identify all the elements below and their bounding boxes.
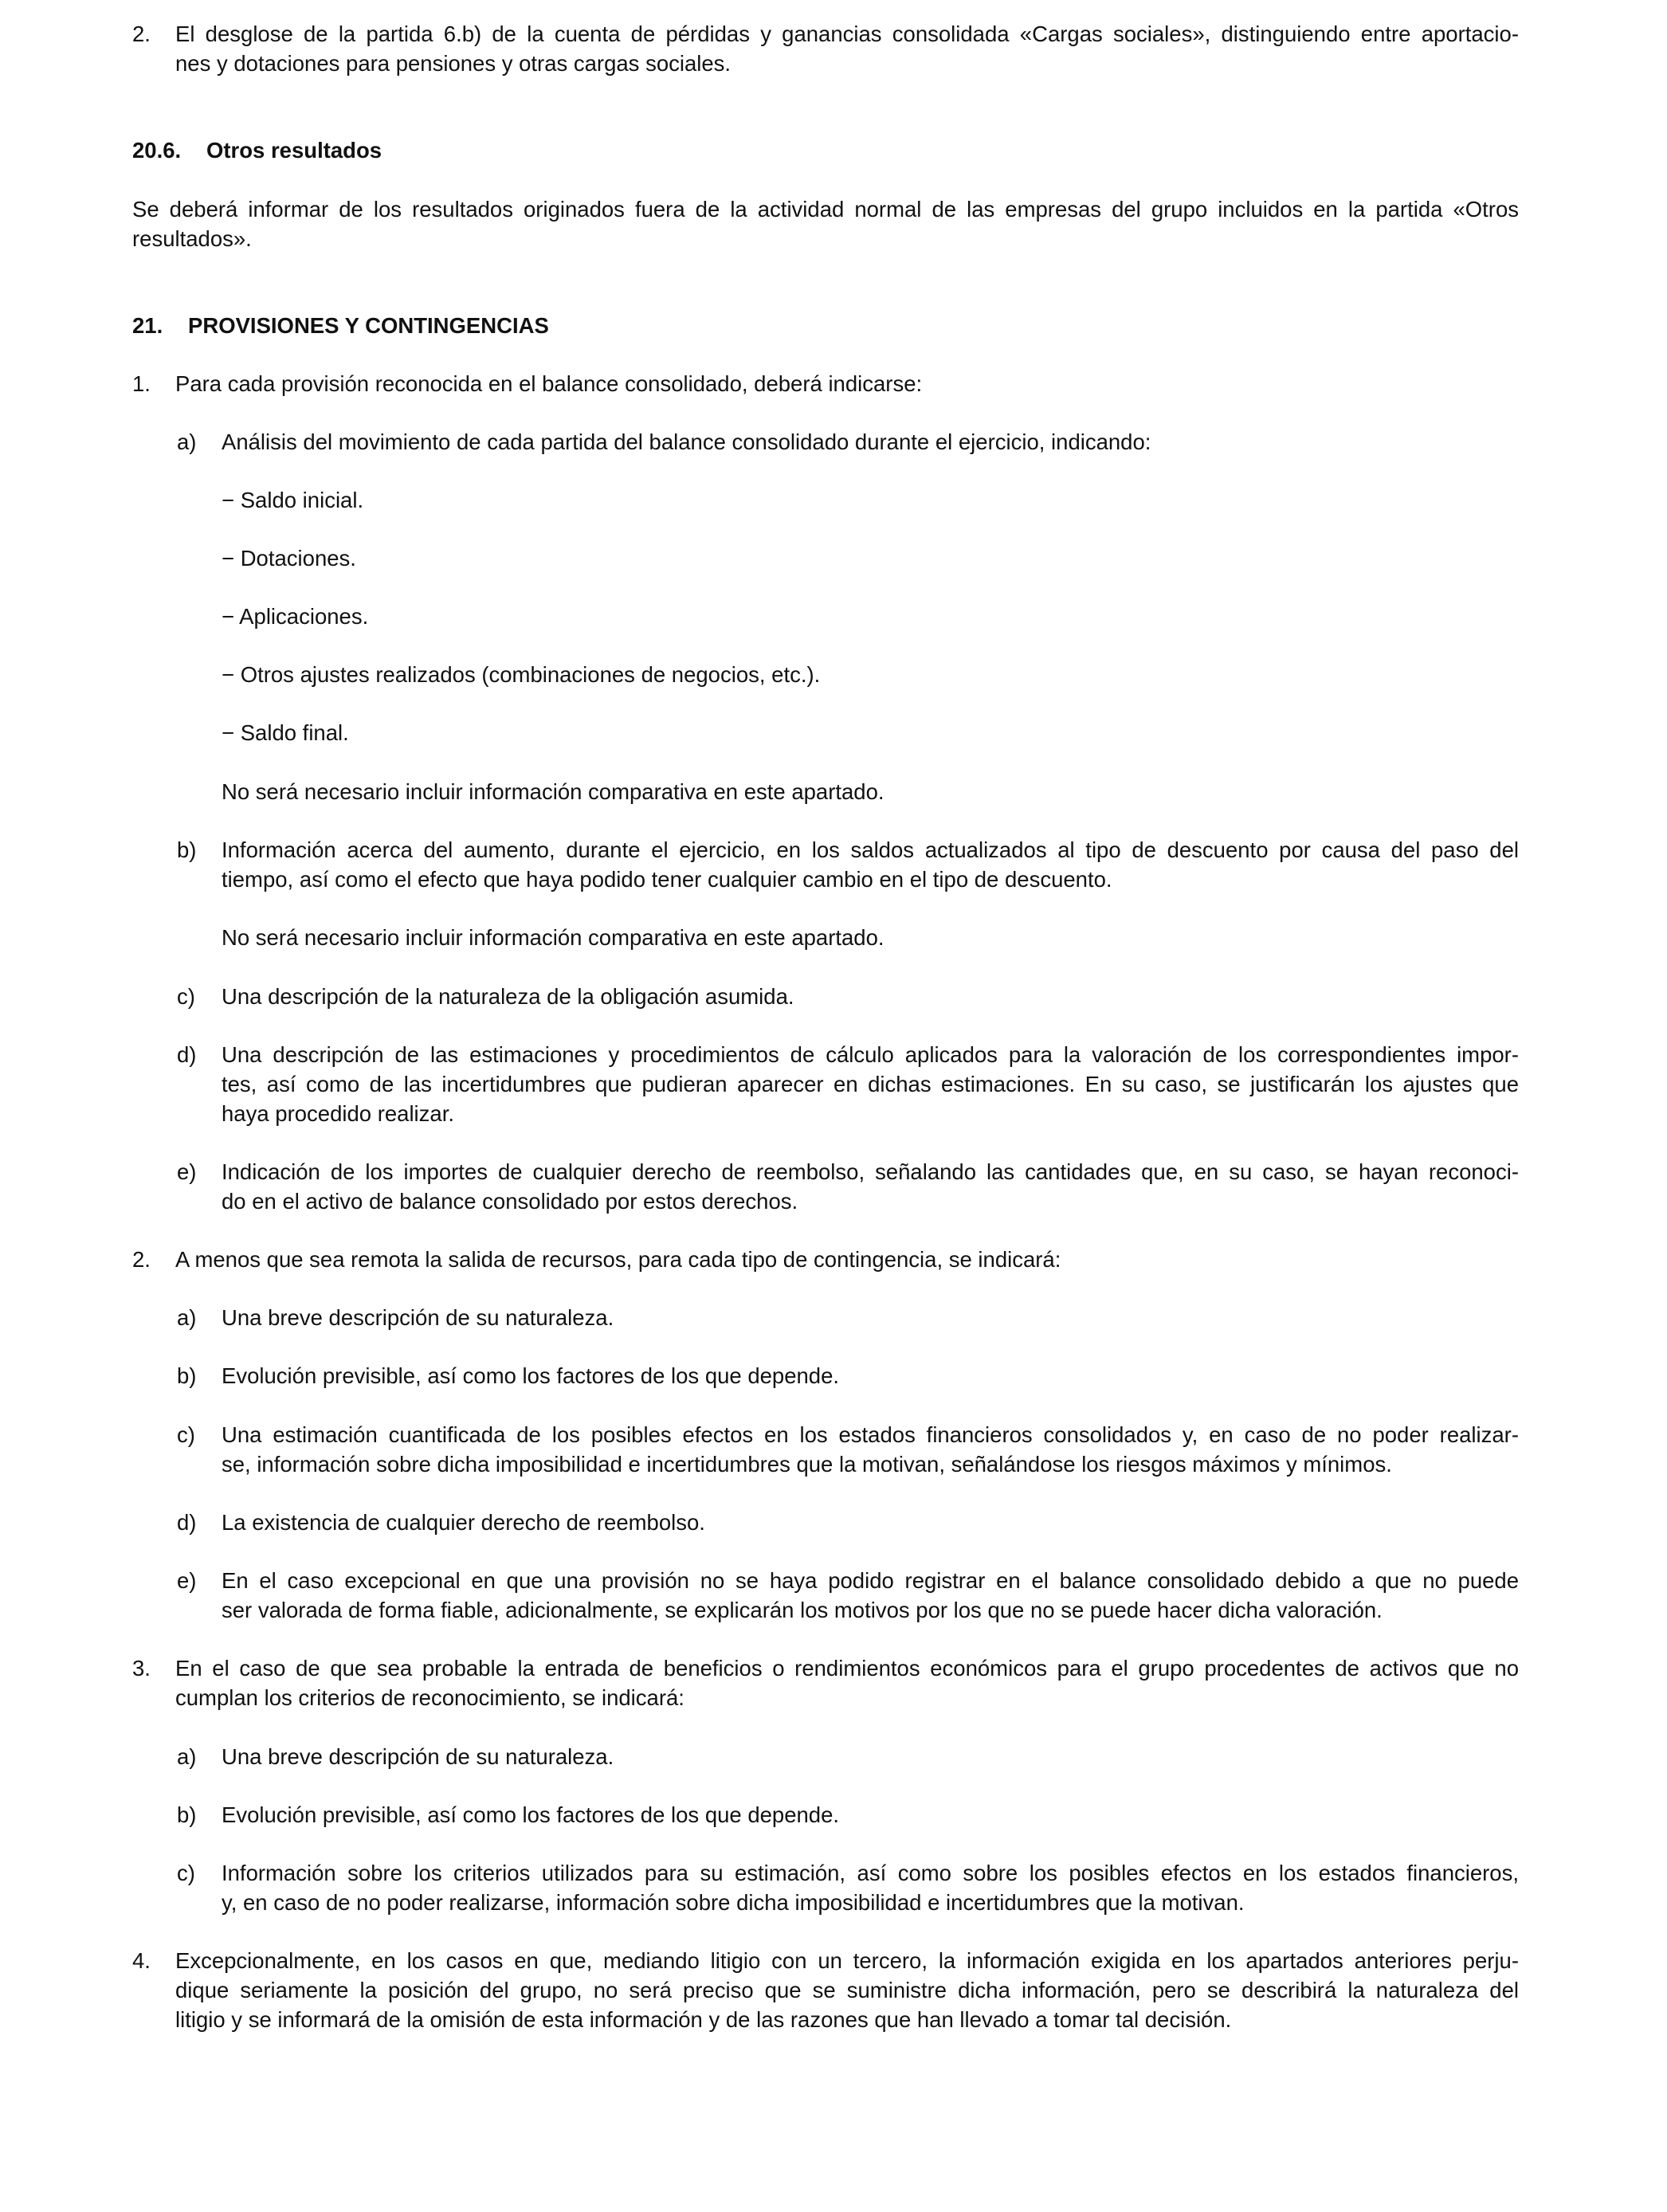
item-number: 4. bbox=[132, 1948, 151, 1973]
section-number: 20.6. bbox=[132, 138, 182, 163]
section-title: Otros resultados bbox=[206, 138, 382, 163]
subitem-letter: c) bbox=[177, 1861, 195, 1885]
subitem-letter: d) bbox=[177, 1510, 197, 1535]
section-number: 21. bbox=[132, 313, 163, 338]
dash-item: − Otros ajustes realizados (combinaciones de negocios, etc.). bbox=[222, 662, 821, 687]
subitem-text: Análisis del movimiento de cada partida del balance consolidado durante el ejercicio, indicando: bbox=[222, 429, 1151, 454]
item-number: 2. bbox=[132, 1247, 151, 1272]
subitem-line: En el caso excepcional en que una provisión no se haya podido registrar en el balance consolidado debido a que no puede bbox=[222, 1568, 1519, 1593]
subitem-line: Indicación de los importes de cualquier derecho de reembolso, señalando las cantidades que, en su caso, se hayan reconoci- bbox=[222, 1159, 1519, 1184]
subitem-text: Una descripción de la naturaleza de la obligación asumida. bbox=[222, 984, 794, 1009]
subitem-letter: b) bbox=[177, 1802, 197, 1827]
subitem-line: haya procedido realizar. bbox=[222, 1101, 454, 1126]
note-text: No será necesario incluir información comparativa en este apartado. bbox=[222, 779, 884, 804]
subitem-line: se, información sobre dicha imposibilidad e incertidumbres que la motivan, señalándose los riesgos máximos y mínimos. bbox=[222, 1452, 1392, 1477]
subitem-letter: b) bbox=[177, 837, 197, 862]
subitem-line: Información acerca del aumento, durante el ejercicio, en los saldos actualizados al tipo de descuento por causa del paso del bbox=[222, 837, 1519, 862]
subitem-letter: c) bbox=[177, 984, 195, 1009]
subitem-line: Una estimación cuantificada de los posibles efectos en los estados financieros consolidados y, en caso de no poder realizar- bbox=[222, 1422, 1519, 1447]
paragraph-line: resultados». bbox=[132, 226, 252, 251]
item-line: dique seriamente la posición del grupo, no será preciso que se suministre dicha información, pero se describirá la naturaleza del bbox=[175, 1978, 1519, 2002]
paragraph-line: Se deberá informar de los resultados originados fuera de la actividad normal de las empresas del grupo incluidos en la partida «Otros bbox=[132, 197, 1519, 222]
item-number: 3. bbox=[132, 1656, 151, 1681]
dash-item: − Saldo final. bbox=[222, 720, 349, 745]
subitem-letter: d) bbox=[177, 1042, 197, 1067]
subitem-line: tes, así como de las incertidumbres que pudieran aparecer en dichas estimaciones. En su caso, se justificarán los ajustes que bbox=[222, 1072, 1519, 1096]
item-number: 1. bbox=[132, 371, 151, 396]
item-line: litigio y se informará de la omisión de esta información y de las razones que han llevado a tomar tal decisión. bbox=[175, 2007, 1232, 2032]
item-line: cumplan los criterios de reconocimiento, se indicará: bbox=[175, 1685, 684, 1710]
item-text: Para cada provisión reconocida en el balance consolidado, deberá indicarse: bbox=[175, 371, 923, 396]
note-text: No será necesario incluir información comparativa en este apartado. bbox=[222, 925, 884, 950]
subitem-text: Una breve descripción de su naturaleza. bbox=[222, 1305, 614, 1330]
subitem-text: La existencia de cualquier derecho de reembolso. bbox=[222, 1510, 705, 1535]
subitem-line: do en el activo de balance consolidado por estos derechos. bbox=[222, 1189, 798, 1214]
subitem-text: Una breve descripción de su naturaleza. bbox=[222, 1744, 614, 1769]
subitem-letter: b) bbox=[177, 1363, 197, 1388]
dash-item: − Saldo inicial. bbox=[222, 488, 364, 512]
paragraph-line: nes y dotaciones para pensiones y otras cargas sociales. bbox=[175, 51, 732, 76]
subitem-line: tiempo, así como el efecto que haya podido tener cualquier cambio en el tipo de descuento. bbox=[222, 867, 1112, 892]
subitem-letter: e) bbox=[177, 1568, 197, 1593]
subitem-letter: a) bbox=[177, 429, 197, 454]
subitem-line: ser valorada de forma fiable, adicionalmente, se explicarán los motivos por los que no se puede hacer dicha valoración. bbox=[222, 1598, 1383, 1622]
item-number: 2. bbox=[132, 22, 151, 46]
subitem-text: Evolución previsible, así como los factores de los que depende. bbox=[222, 1802, 840, 1827]
subitem-line: Una descripción de las estimaciones y procedimientos de cálculo aplicados para la valoración de los correspondientes impor- bbox=[222, 1042, 1519, 1067]
subitem-letter: e) bbox=[177, 1159, 197, 1184]
section-title: PROVISIONES Y CONTINGENCIAS bbox=[188, 313, 549, 338]
dash-item: − Dotaciones. bbox=[222, 546, 356, 571]
dash-item: − Aplicaciones. bbox=[222, 604, 369, 629]
subitem-letter: a) bbox=[177, 1305, 197, 1330]
subitem-line: Información sobre los criterios utilizados para su estimación, así como sobre los posibles efectos en los estados financieros, bbox=[222, 1861, 1519, 1885]
subitem-letter: a) bbox=[177, 1744, 197, 1769]
item-line: Excepcionalmente, en los casos en que, mediando litigio con un tercero, la información exigida en los apartados anteriores perju- bbox=[175, 1948, 1519, 1973]
paragraph-line: El desglose de la partida 6.b) de la cuenta de pérdidas y ganancias consolidada «Cargas sociales», distinguiendo entre aportacio- bbox=[175, 22, 1519, 46]
item-text: A menos que sea remota la salida de recursos, para cada tipo de contingencia, se indicará: bbox=[175, 1247, 1061, 1272]
subitem-text: Evolución previsible, así como los factores de los que depende. bbox=[222, 1363, 840, 1388]
subitem-letter: c) bbox=[177, 1422, 195, 1447]
subitem-line: y, en caso de no poder realizarse, información sobre dicha imposibilidad e incertidumbres que la motivan. bbox=[222, 1890, 1245, 1915]
item-line: En el caso de que sea probable la entrada de beneficios o rendimientos económicos para el grupo procedentes de activos que no bbox=[175, 1656, 1519, 1681]
